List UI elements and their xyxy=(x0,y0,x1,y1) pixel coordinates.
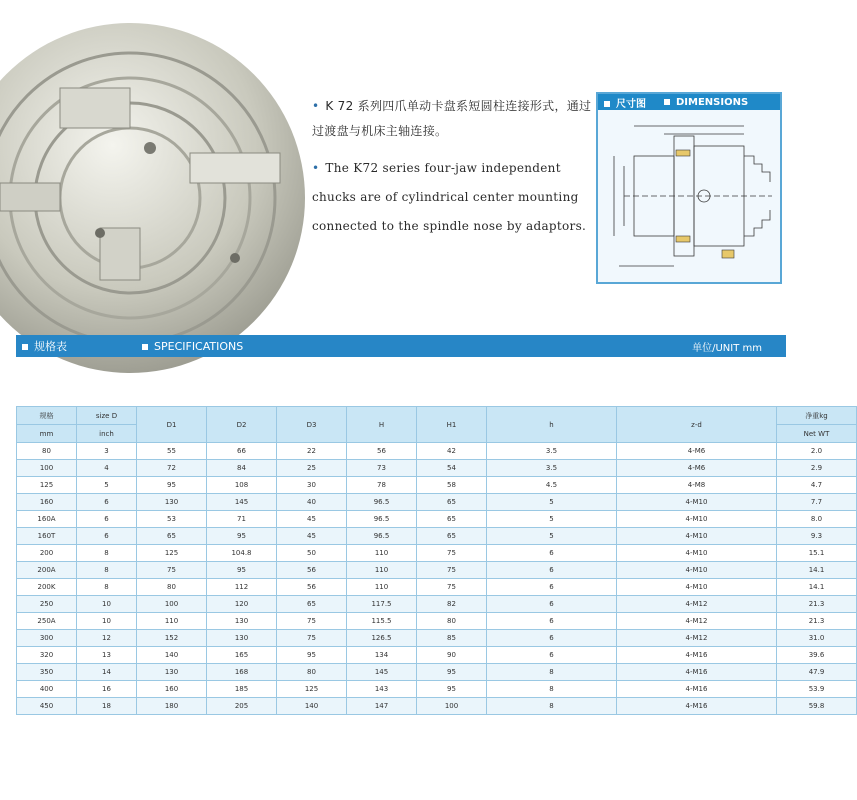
table-cell: 4-M16 xyxy=(617,681,777,698)
table-cell: 65 xyxy=(277,596,347,613)
table-cell: 4 xyxy=(77,460,137,477)
table-cell: 22 xyxy=(277,443,347,460)
table-cell: 59.8 xyxy=(777,698,857,715)
table-cell: 8 xyxy=(487,698,617,715)
table-cell: 55 xyxy=(137,443,207,460)
table-cell: 80 xyxy=(417,613,487,630)
header-weight-en: Net WT xyxy=(777,425,857,443)
table-cell: 82 xyxy=(417,596,487,613)
table-cell: 4-M6 xyxy=(617,460,777,477)
table-row xyxy=(17,545,857,562)
table-cell: 7.7 xyxy=(777,494,857,511)
specifications-table xyxy=(16,406,857,715)
table-row xyxy=(17,562,857,579)
table-cell: 10 xyxy=(77,596,137,613)
table-row xyxy=(17,664,857,681)
table-cell: 75 xyxy=(417,545,487,562)
table-cell: 73 xyxy=(347,460,417,477)
table-cell: 134 xyxy=(347,647,417,664)
header-h1: H1 xyxy=(417,407,487,443)
table-cell: 110 xyxy=(347,545,417,562)
table-cell: 450 xyxy=(17,698,77,715)
spec-zh-title: 规格表 xyxy=(34,340,67,353)
table-cell: 25 xyxy=(277,460,347,477)
table-cell: 143 xyxy=(347,681,417,698)
header-d3: D3 xyxy=(277,407,347,443)
table-cell: 56 xyxy=(277,562,347,579)
table-cell: 5 xyxy=(77,477,137,494)
table-row xyxy=(17,511,857,528)
table-row xyxy=(17,528,857,545)
header-d1: D1 xyxy=(137,407,207,443)
intro-zh xyxy=(312,94,592,144)
dimensions-header xyxy=(598,94,780,110)
table-cell: 4-M16 xyxy=(617,647,777,664)
table-cell: 47.9 xyxy=(777,664,857,681)
table-cell: 165 xyxy=(207,647,277,664)
table-cell: 96.5 xyxy=(347,511,417,528)
table-cell: 145 xyxy=(207,494,277,511)
table-cell: 117.5 xyxy=(347,596,417,613)
table-cell: 160 xyxy=(137,681,207,698)
table-cell: 13 xyxy=(77,647,137,664)
table-cell: 130 xyxy=(137,664,207,681)
specifications-bar xyxy=(16,335,786,357)
table-cell: 152 xyxy=(137,630,207,647)
table-cell: 95 xyxy=(207,528,277,545)
table-cell: 200K xyxy=(17,579,77,596)
square-icon xyxy=(22,344,28,350)
table-cell: 6 xyxy=(487,579,617,596)
table-cell: 6 xyxy=(487,562,617,579)
table-cell: 8 xyxy=(77,562,137,579)
table-cell: 80 xyxy=(277,664,347,681)
table-cell: 80 xyxy=(137,579,207,596)
header-h: H xyxy=(347,407,417,443)
table-cell: 53 xyxy=(137,511,207,528)
table-cell: 320 xyxy=(17,647,77,664)
unit-label: 单位/UNIT mm xyxy=(692,342,762,354)
table-cell: 250 xyxy=(17,596,77,613)
table-cell: 6 xyxy=(487,596,617,613)
bullet-icon: • xyxy=(312,99,320,113)
table-cell: 126.5 xyxy=(347,630,417,647)
table-cell: 5 xyxy=(487,494,617,511)
table-row xyxy=(17,579,857,596)
table-cell: 108 xyxy=(207,477,277,494)
table-cell: 72 xyxy=(137,460,207,477)
table-cell: 3.5 xyxy=(487,443,617,460)
table-cell: 140 xyxy=(277,698,347,715)
spec-en-title: SPECIFICATIONS xyxy=(154,339,244,353)
dimensions-zh-title: 尺寸图 xyxy=(616,98,646,110)
table-cell: 56 xyxy=(347,443,417,460)
table-cell: 4.7 xyxy=(777,477,857,494)
table-cell: 96.5 xyxy=(347,528,417,545)
table-cell: 50 xyxy=(277,545,347,562)
table-cell: 130 xyxy=(207,613,277,630)
table-cell: 4-M10 xyxy=(617,494,777,511)
table-cell: 75 xyxy=(137,562,207,579)
intro-text xyxy=(312,94,592,251)
table-cell: 95 xyxy=(207,562,277,579)
chuck-product-photo xyxy=(0,88,295,280)
table-cell: 95 xyxy=(137,477,207,494)
table-cell: 4-M10 xyxy=(617,579,777,596)
table-cell: 4-M12 xyxy=(617,613,777,630)
table-row xyxy=(17,647,857,664)
table-cell: 12 xyxy=(77,630,137,647)
square-icon xyxy=(604,101,610,107)
table-cell: 65 xyxy=(417,511,487,528)
table-cell: 120 xyxy=(207,596,277,613)
table-cell: 8 xyxy=(487,664,617,681)
table-cell: 400 xyxy=(17,681,77,698)
table-cell: 40 xyxy=(277,494,347,511)
table-row xyxy=(17,494,857,511)
table-cell: 75 xyxy=(277,613,347,630)
header-inch: inch xyxy=(77,425,137,443)
table-cell: 6 xyxy=(77,528,137,545)
table-cell: 6 xyxy=(77,511,137,528)
table-cell: 8 xyxy=(77,579,137,596)
dimension-drawing xyxy=(604,116,776,278)
table-cell: 3 xyxy=(77,443,137,460)
dimensions-panel xyxy=(596,92,782,284)
table-row xyxy=(17,596,857,613)
table-cell: 45 xyxy=(277,528,347,545)
table-row xyxy=(17,477,857,494)
table-cell: 4-M10 xyxy=(617,562,777,579)
table-cell: 168 xyxy=(207,664,277,681)
table-cell: 14.1 xyxy=(777,562,857,579)
header-mm: mm xyxy=(17,425,77,443)
intro-en-text: The K72 series four-jaw independent chucks are of cylindrical center mounting connected to the spindle nose by adaptors. xyxy=(312,161,587,233)
table-cell: 10 xyxy=(77,613,137,630)
table-cell: 6 xyxy=(487,630,617,647)
header-size: size D xyxy=(77,407,137,425)
table-row xyxy=(17,698,857,715)
table-cell: 2.0 xyxy=(777,443,857,460)
square-icon xyxy=(664,99,670,105)
table-cell: 14.1 xyxy=(777,579,857,596)
header-zd: z-d xyxy=(617,407,777,443)
table-cell: 125 xyxy=(137,545,207,562)
table-cell: 160A xyxy=(17,511,77,528)
table-cell: 180 xyxy=(137,698,207,715)
table-row xyxy=(17,443,857,460)
table-cell: 185 xyxy=(207,681,277,698)
table-cell: 250A xyxy=(17,613,77,630)
header-spec: 规格 xyxy=(17,407,77,425)
table-cell: 56 xyxy=(277,579,347,596)
table-cell: 104.8 xyxy=(207,545,277,562)
dimensions-en-title: DIMENSIONS xyxy=(676,96,749,108)
table-cell: 39.6 xyxy=(777,647,857,664)
table-cell: 6 xyxy=(487,545,617,562)
header-d2: D2 xyxy=(207,407,277,443)
table-cell: 100 xyxy=(17,460,77,477)
table-cell: 2.9 xyxy=(777,460,857,477)
table-cell: 145 xyxy=(347,664,417,681)
table-cell: 8 xyxy=(487,681,617,698)
table-cell: 65 xyxy=(417,494,487,511)
table-cell: 31.0 xyxy=(777,630,857,647)
table-cell: 14 xyxy=(77,664,137,681)
table-cell: 18 xyxy=(77,698,137,715)
header-weight: 净重kg xyxy=(777,407,857,425)
table-cell: 75 xyxy=(417,579,487,596)
table-cell: 65 xyxy=(137,528,207,545)
square-icon xyxy=(142,344,148,350)
table-cell: 4-M6 xyxy=(617,443,777,460)
table-cell: 130 xyxy=(207,630,277,647)
table-cell: 4-M12 xyxy=(617,630,777,647)
table-cell: 80 xyxy=(17,443,77,460)
table-cell: 125 xyxy=(17,477,77,494)
intro-en xyxy=(312,154,592,241)
table-cell: 4-M10 xyxy=(617,511,777,528)
table-cell: 54 xyxy=(417,460,487,477)
table-cell: 205 xyxy=(207,698,277,715)
table-cell: 21.3 xyxy=(777,596,857,613)
intro-zh-text: K 72 系列四爪单动卡盘系短圆柱连接形式，通过过渡盘与机床主轴连接。 xyxy=(312,99,592,138)
table-cell: 4-M16 xyxy=(617,698,777,715)
table-cell: 95 xyxy=(277,647,347,664)
table-cell: 42 xyxy=(417,443,487,460)
table-cell: 4-M8 xyxy=(617,477,777,494)
table-cell: 350 xyxy=(17,664,77,681)
table-cell: 130 xyxy=(137,494,207,511)
table-cell: 112 xyxy=(207,579,277,596)
table-cell: 100 xyxy=(137,596,207,613)
table-cell: 75 xyxy=(277,630,347,647)
table-cell: 75 xyxy=(417,562,487,579)
table-cell: 9.3 xyxy=(777,528,857,545)
table-cell: 4-M10 xyxy=(617,545,777,562)
table-cell: 100 xyxy=(417,698,487,715)
table-cell: 95 xyxy=(417,681,487,698)
table-cell: 4-M10 xyxy=(617,528,777,545)
table-cell: 45 xyxy=(277,511,347,528)
table-cell: 110 xyxy=(137,613,207,630)
table-cell: 200A xyxy=(17,562,77,579)
table-cell: 4-M12 xyxy=(617,596,777,613)
table-cell: 147 xyxy=(347,698,417,715)
table-cell: 125 xyxy=(277,681,347,698)
table-cell: 300 xyxy=(17,630,77,647)
table-cell: 200 xyxy=(17,545,77,562)
table-cell: 65 xyxy=(417,528,487,545)
table-cell: 8 xyxy=(77,545,137,562)
table-body xyxy=(17,443,857,715)
table-cell: 66 xyxy=(207,443,277,460)
table-cell: 3.5 xyxy=(487,460,617,477)
table-cell: 15.1 xyxy=(777,545,857,562)
table-cell: 21.3 xyxy=(777,613,857,630)
table-cell: 5 xyxy=(487,511,617,528)
table-cell: 160 xyxy=(17,494,77,511)
header-row-1 xyxy=(17,407,857,425)
table-cell: 53.9 xyxy=(777,681,857,698)
table-cell: 78 xyxy=(347,477,417,494)
table-cell: 6 xyxy=(487,613,617,630)
table-row xyxy=(17,613,857,630)
table-cell: 58 xyxy=(417,477,487,494)
table-cell: 84 xyxy=(207,460,277,477)
table-cell: 71 xyxy=(207,511,277,528)
table-cell: 160T xyxy=(17,528,77,545)
bullet-icon: • xyxy=(312,161,320,175)
table-row xyxy=(17,630,857,647)
table-cell: 90 xyxy=(417,647,487,664)
table-row xyxy=(17,681,857,698)
table-cell: 16 xyxy=(77,681,137,698)
table-cell: 85 xyxy=(417,630,487,647)
table-cell: 115.5 xyxy=(347,613,417,630)
table-cell: 96.5 xyxy=(347,494,417,511)
table-cell: 6 xyxy=(487,647,617,664)
table-cell: 110 xyxy=(347,579,417,596)
table-cell: 6 xyxy=(77,494,137,511)
table-row xyxy=(17,460,857,477)
table-cell: 140 xyxy=(137,647,207,664)
table-cell: 4.5 xyxy=(487,477,617,494)
table-cell: 95 xyxy=(417,664,487,681)
header-h-small: h xyxy=(487,407,617,443)
table-cell: 4-M16 xyxy=(617,664,777,681)
table-cell: 5 xyxy=(487,528,617,545)
table-cell: 30 xyxy=(277,477,347,494)
table-cell: 110 xyxy=(347,562,417,579)
table-cell: 8.0 xyxy=(777,511,857,528)
